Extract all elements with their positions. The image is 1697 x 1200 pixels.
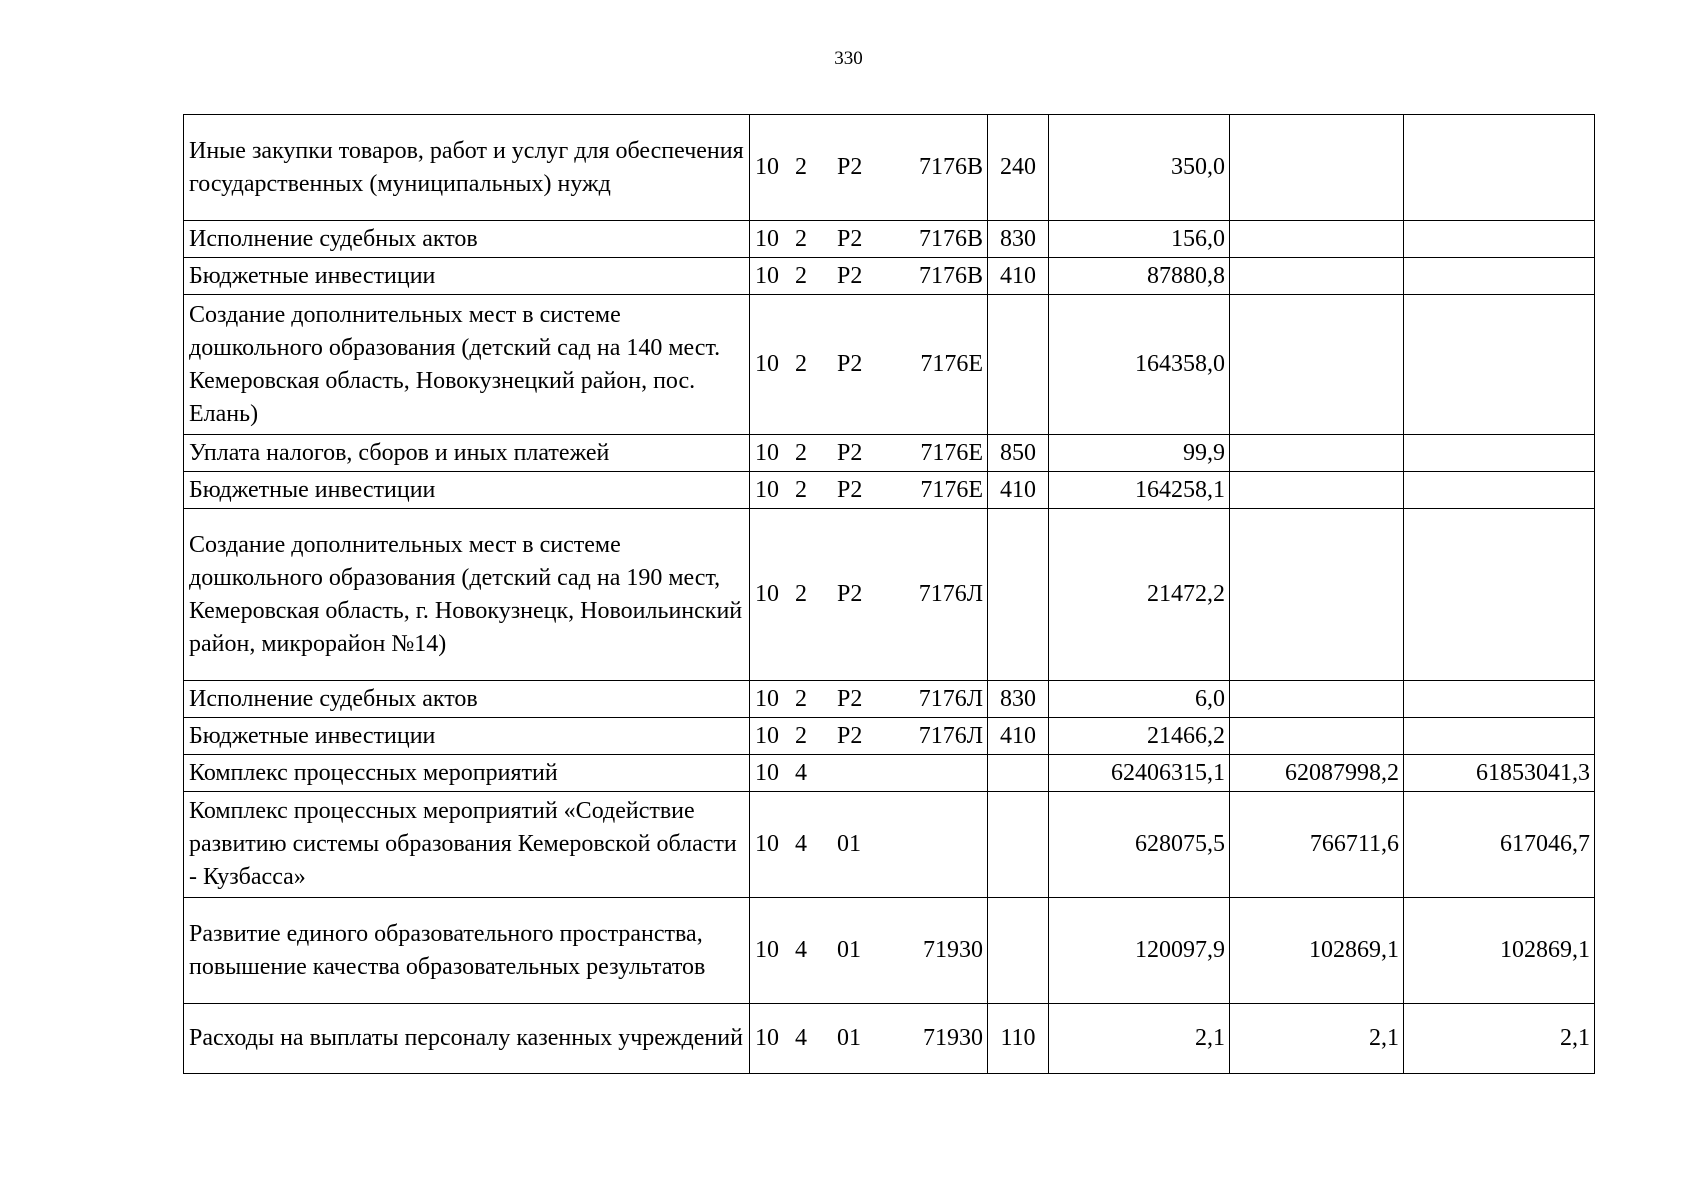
amount-year2: 2,1	[1369, 1025, 1399, 1051]
target-article-code: 7176Е	[920, 439, 983, 466]
program-code: Р2	[837, 476, 863, 503]
classification-code-cell	[750, 472, 988, 509]
row-name: Иные закупки товаров, работ и услуг для обеспечения государственных (муниципальных) нужд	[189, 137, 744, 197]
row-name: Бюджетные инвестиции	[189, 476, 436, 503]
expense-type-cell	[988, 115, 1049, 221]
table-row	[184, 681, 1595, 718]
amount-year1: 21466,2	[1147, 722, 1225, 749]
subsection-code: 2	[795, 439, 807, 466]
program-code: Р2	[837, 439, 863, 466]
section-code: 10	[755, 685, 779, 712]
subsection-code: 2	[795, 722, 807, 749]
amount-year3: 102869,1	[1500, 937, 1590, 963]
subsection-code: 2	[795, 351, 807, 377]
classification-code-cell	[750, 755, 988, 792]
amount-year1-cell	[1049, 295, 1230, 435]
amount-year1-cell	[1049, 115, 1230, 221]
amount-year1: 21472,2	[1147, 581, 1225, 607]
row-name: Развитие единого образовательного пространства, повышение качества образовательных результатов	[189, 920, 706, 980]
subsection-code: 2	[795, 262, 807, 289]
amount-year2-cell	[1230, 792, 1404, 898]
expense-type: 410	[1000, 722, 1036, 749]
amount-year3-cell	[1404, 509, 1595, 681]
expense-type-cell	[988, 792, 1049, 898]
table-body	[184, 115, 1595, 1074]
row-name-cell	[184, 755, 750, 792]
expense-type-cell	[988, 755, 1049, 792]
section-code: 10	[755, 581, 779, 607]
amount-year2-cell	[1230, 221, 1404, 258]
subsection-code: 2	[795, 581, 807, 607]
row-name: Комплекс процессных мероприятий	[189, 759, 558, 786]
amount-year1: 156,0	[1171, 225, 1225, 252]
expense-type-cell	[988, 681, 1049, 718]
expense-type-cell	[988, 295, 1049, 435]
table-row	[184, 472, 1595, 509]
subsection-code: 4	[795, 1025, 807, 1051]
row-name-cell	[184, 792, 750, 898]
expense-type-cell	[988, 221, 1049, 258]
section-code: 10	[755, 351, 779, 377]
expense-type-cell	[988, 1004, 1049, 1074]
amount-year1: 6,0	[1195, 685, 1225, 712]
amount-year3-cell	[1404, 221, 1595, 258]
row-name-cell	[184, 295, 750, 435]
amount-year2-cell	[1230, 472, 1404, 509]
row-name-cell	[184, 718, 750, 755]
section-code: 10	[755, 937, 779, 963]
row-name: Создание дополнительных мест в системе дошкольного образования (детский сад на 140 мест. Кемеровская область, Новокузнецкий район, пос. Елань)	[189, 301, 721, 427]
row-name-cell	[184, 435, 750, 472]
target-article-code: 7176Л	[918, 722, 983, 749]
amount-year1-cell	[1049, 755, 1230, 792]
amount-year3: 61853041,3	[1476, 759, 1590, 786]
classification-code-cell	[750, 115, 988, 221]
amount-year1: 164258,1	[1135, 476, 1225, 503]
subsection-code: 2	[795, 225, 807, 252]
expense-type-cell	[988, 258, 1049, 295]
table-row	[184, 435, 1595, 472]
amount-year2-cell	[1230, 509, 1404, 681]
expense-type: 850	[1000, 439, 1036, 466]
amount-year2-cell	[1230, 435, 1404, 472]
expense-type-cell	[988, 435, 1049, 472]
section-code: 10	[755, 225, 779, 252]
expense-type: 410	[1000, 262, 1036, 289]
classification-code-cell	[750, 1004, 988, 1074]
amount-year2-cell	[1230, 755, 1404, 792]
row-name-cell	[184, 115, 750, 221]
amount-year3: 2,1	[1560, 1025, 1590, 1051]
amount-year1: 99,9	[1183, 439, 1225, 466]
amount-year1: 120097,9	[1135, 937, 1225, 963]
section-code: 10	[755, 831, 779, 857]
amount-year3-cell	[1404, 115, 1595, 221]
program-code: Р2	[837, 262, 863, 289]
subsection-code: 4	[795, 831, 807, 857]
expense-type: 830	[1000, 225, 1036, 252]
expense-type: 410	[1000, 476, 1036, 503]
row-name: Создание дополнительных мест в системе дошкольного образования (детский сад на 190 мест, Кемеровская область, г. Новокузнецк, Новоильинский район, микрорайон №14)	[189, 531, 743, 657]
amount-year2-cell	[1230, 115, 1404, 221]
amount-year1-cell	[1049, 792, 1230, 898]
row-name-cell	[184, 258, 750, 295]
expense-type: 830	[1000, 685, 1036, 712]
row-name: Комплекс процессных мероприятий «Содействие развитию системы образования Кемеровской области - Кузбасса»	[189, 798, 737, 890]
classification-code-cell	[750, 221, 988, 258]
row-name: Расходы на выплаты персоналу казенных учреждений	[189, 1025, 743, 1051]
amount-year3-cell	[1404, 295, 1595, 435]
amount-year2-cell	[1230, 295, 1404, 435]
amount-year1-cell	[1049, 258, 1230, 295]
target-article-code: 7176Л	[918, 581, 983, 607]
amount-year2-cell	[1230, 258, 1404, 295]
amount-year1: 350,0	[1171, 154, 1225, 180]
amount-year3-cell	[1404, 718, 1595, 755]
amount-year2: 62087998,2	[1285, 759, 1399, 786]
row-name-cell	[184, 1004, 750, 1074]
table-row	[184, 755, 1595, 792]
amount-year2-cell	[1230, 898, 1404, 1004]
classification-code-cell	[750, 258, 988, 295]
amount-year1-cell	[1049, 718, 1230, 755]
amount-year2: 102869,1	[1309, 937, 1399, 963]
classification-code-cell	[750, 295, 988, 435]
row-name: Бюджетные инвестиции	[189, 722, 436, 749]
row-name-cell	[184, 898, 750, 1004]
budget-table	[183, 114, 1595, 1074]
amount-year1-cell	[1049, 221, 1230, 258]
table-row	[184, 221, 1595, 258]
amount-year3-cell	[1404, 1004, 1595, 1074]
subsection-code: 2	[795, 154, 807, 180]
program-code: Р2	[837, 154, 863, 180]
table-row	[184, 718, 1595, 755]
table-row	[184, 792, 1595, 898]
row-name: Уплата налогов, сборов и иных платежей	[189, 439, 610, 466]
section-code: 10	[755, 1025, 779, 1051]
classification-code-cell	[750, 792, 988, 898]
amount-year2-cell	[1230, 1004, 1404, 1074]
program-code: 01	[837, 1025, 861, 1051]
program-code: Р2	[837, 351, 863, 377]
amount-year2: 766711,6	[1309, 831, 1399, 857]
amount-year2-cell	[1230, 681, 1404, 718]
amount-year3-cell	[1404, 435, 1595, 472]
table-row	[184, 1004, 1595, 1074]
amount-year1: 2,1	[1195, 1025, 1225, 1051]
expense-type-cell	[988, 472, 1049, 509]
subsection-code: 4	[795, 937, 807, 963]
classification-code-cell	[750, 898, 988, 1004]
target-article-code: 71930	[923, 937, 983, 963]
table-row	[184, 898, 1595, 1004]
program-code: Р2	[837, 722, 863, 749]
section-code: 10	[755, 262, 779, 289]
expense-type-cell	[988, 509, 1049, 681]
amount-year1-cell	[1049, 435, 1230, 472]
target-article-code: 7176В	[918, 154, 983, 180]
amount-year1-cell	[1049, 898, 1230, 1004]
section-code: 10	[755, 759, 779, 786]
expense-type: 110	[1000, 1025, 1036, 1051]
expense-type-cell	[988, 898, 1049, 1004]
section-code: 10	[755, 439, 779, 466]
target-article-code: 7176Е	[920, 476, 983, 503]
program-code: Р2	[837, 581, 863, 607]
row-name: Бюджетные инвестиции	[189, 262, 436, 289]
program-code: Р2	[837, 225, 863, 252]
table-row	[184, 509, 1595, 681]
row-name-cell	[184, 681, 750, 718]
target-article-code: 7176Л	[918, 685, 983, 712]
amount-year2-cell	[1230, 718, 1404, 755]
table-row	[184, 258, 1595, 295]
amount-year3-cell	[1404, 792, 1595, 898]
amount-year3: 617046,7	[1500, 831, 1590, 857]
subsection-code: 2	[795, 685, 807, 712]
target-article-code: 7176В	[918, 225, 983, 252]
amount-year1-cell	[1049, 472, 1230, 509]
section-code: 10	[755, 154, 779, 180]
classification-code-cell	[750, 435, 988, 472]
amount-year1: 62406315,1	[1111, 759, 1225, 786]
section-code: 10	[755, 722, 779, 749]
subsection-code: 4	[795, 759, 807, 786]
program-code: Р2	[837, 685, 863, 712]
page-number: 330	[834, 48, 863, 69]
amount-year1-cell	[1049, 1004, 1230, 1074]
amount-year1: 164358,0	[1135, 351, 1225, 377]
classification-code-cell	[750, 681, 988, 718]
table-row	[184, 295, 1595, 435]
row-name-cell	[184, 221, 750, 258]
program-code: 01	[837, 937, 861, 963]
classification-code-cell	[750, 718, 988, 755]
target-article-code: 7176В	[918, 262, 983, 289]
table-row	[184, 115, 1595, 221]
expense-type-cell	[988, 718, 1049, 755]
row-name: Исполнение судебных актов	[189, 225, 478, 252]
amount-year1: 87880,8	[1147, 262, 1225, 289]
expense-type: 240	[1000, 154, 1036, 180]
amount-year3-cell	[1404, 755, 1595, 792]
amount-year1-cell	[1049, 509, 1230, 681]
row-name-cell	[184, 509, 750, 681]
amount-year3-cell	[1404, 898, 1595, 1004]
amount-year3-cell	[1404, 258, 1595, 295]
classification-code-cell	[750, 509, 988, 681]
subsection-code: 2	[795, 476, 807, 503]
row-name: Исполнение судебных актов	[189, 685, 478, 712]
amount-year1-cell	[1049, 681, 1230, 718]
section-code: 10	[755, 476, 779, 503]
amount-year1: 628075,5	[1135, 831, 1225, 857]
row-name-cell	[184, 472, 750, 509]
program-code: 01	[837, 831, 861, 857]
target-article-code: 7176Е	[920, 351, 983, 377]
target-article-code: 71930	[923, 1025, 983, 1051]
amount-year3-cell	[1404, 681, 1595, 718]
amount-year3-cell	[1404, 472, 1595, 509]
